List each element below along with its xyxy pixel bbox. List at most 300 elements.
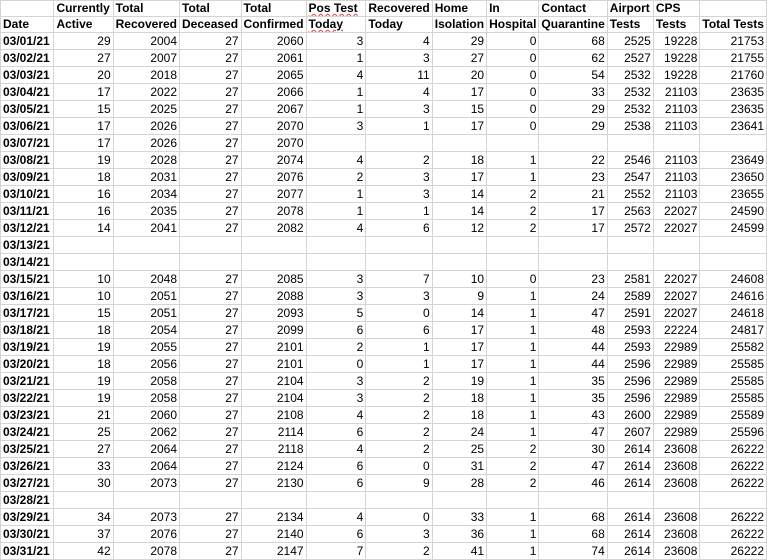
cell-total-recovered[interactable]: 2007 <box>113 50 179 67</box>
cell-cps-tests[interactable]: 21103 <box>653 101 700 118</box>
cell-recovered-today[interactable]: 3 <box>366 101 432 118</box>
cell-in-hospital[interactable] <box>487 492 539 509</box>
cell-recovered-today[interactable]: 4 <box>366 84 432 101</box>
cell-recovered-today[interactable]: 6 <box>366 220 432 237</box>
cell-pos-test-today[interactable]: 6 <box>306 458 366 475</box>
cell-recovered-today[interactable]: 1 <box>366 118 432 135</box>
cell-pos-test-today[interactable]: 1 <box>306 101 366 118</box>
cell-pos-test-today[interactable]: 6 <box>306 526 366 543</box>
cell-pos-test-today[interactable]: 0 <box>306 356 366 373</box>
cell-in-hospital[interactable]: 2 <box>487 441 539 458</box>
cell-pos-test-today[interactable]: 4 <box>306 407 366 424</box>
cell-recovered-today[interactable] <box>366 492 432 509</box>
cell-date[interactable]: 03/13/21 <box>1 237 54 254</box>
cell-recovered-today[interactable]: 0 <box>366 458 432 475</box>
cell-date[interactable]: 03/14/21 <box>1 254 54 271</box>
cell-home-isolation[interactable]: 18 <box>432 390 486 407</box>
cell-airport-tests[interactable]: 2596 <box>607 390 653 407</box>
cell-in-hospital[interactable]: 1 <box>487 543 539 560</box>
cell-date[interactable]: 03/23/21 <box>1 407 54 424</box>
cell-total-recovered[interactable]: 2018 <box>113 67 179 84</box>
cell-total-confirmed[interactable]: 2099 <box>241 322 306 339</box>
cell-total-tests[interactable]: 25582 <box>700 339 767 356</box>
cell-total-confirmed[interactable]: 2060 <box>241 33 306 50</box>
cell-date[interactable]: 03/24/21 <box>1 424 54 441</box>
cell-pos-test-today[interactable]: 2 <box>306 339 366 356</box>
cell-currently-active[interactable]: 10 <box>54 271 113 288</box>
cell-currently-active[interactable]: 42 <box>54 543 113 560</box>
cell-contact-quarantine[interactable]: 68 <box>539 509 607 526</box>
cell-home-isolation[interactable]: 33 <box>432 509 486 526</box>
cell-total-confirmed[interactable]: 2140 <box>241 526 306 543</box>
cell-recovered-today[interactable]: 2 <box>366 407 432 424</box>
cell-pos-test-today[interactable]: 1 <box>306 84 366 101</box>
cell-date[interactable]: 03/19/21 <box>1 339 54 356</box>
cell-recovered-today[interactable]: 2 <box>366 424 432 441</box>
header-cell-pos-test-today[interactable]: Pos Test <box>306 1 366 17</box>
cell-total-tests[interactable]: 24618 <box>700 305 767 322</box>
cell-total-deceased[interactable]: 27 <box>180 33 242 50</box>
cell-total-confirmed[interactable]: 2104 <box>241 390 306 407</box>
cell-recovered-today[interactable]: 2 <box>366 152 432 169</box>
header-cell-home-isolation[interactable]: Isolation <box>432 17 486 33</box>
cell-airport-tests[interactable]: 2532 <box>607 84 653 101</box>
cell-total-deceased[interactable]: 27 <box>180 390 242 407</box>
cell-recovered-today[interactable]: 3 <box>366 186 432 203</box>
cell-currently-active[interactable]: 37 <box>54 526 113 543</box>
header-cell-date[interactable]: Date <box>1 17 54 33</box>
cell-total-confirmed[interactable] <box>241 254 306 271</box>
cell-cps-tests[interactable]: 21103 <box>653 169 700 186</box>
cell-cps-tests[interactable]: 19228 <box>653 50 700 67</box>
cell-cps-tests[interactable]: 23608 <box>653 441 700 458</box>
cell-total-deceased[interactable]: 27 <box>180 339 242 356</box>
cell-recovered-today[interactable]: 11 <box>366 67 432 84</box>
cell-airport-tests[interactable]: 2589 <box>607 288 653 305</box>
cell-cps-tests[interactable]: 21103 <box>653 152 700 169</box>
cell-date[interactable]: 03/17/21 <box>1 305 54 322</box>
header-cell-airport-tests[interactable]: Tests <box>607 17 653 33</box>
cell-in-hospital[interactable]: 2 <box>487 203 539 220</box>
header-cell-total-tests[interactable] <box>700 1 767 17</box>
cell-pos-test-today[interactable]: 4 <box>306 441 366 458</box>
cell-total-confirmed[interactable]: 2108 <box>241 407 306 424</box>
cell-total-tests[interactable] <box>700 254 767 271</box>
cell-in-hospital[interactable]: 1 <box>487 339 539 356</box>
cell-total-deceased[interactable] <box>180 237 242 254</box>
cell-currently-active[interactable]: 17 <box>54 118 113 135</box>
cell-total-recovered[interactable]: 2035 <box>113 203 179 220</box>
cell-date[interactable]: 03/10/21 <box>1 186 54 203</box>
cell-total-tests[interactable]: 23649 <box>700 152 767 169</box>
cell-total-confirmed[interactable]: 2093 <box>241 305 306 322</box>
cell-total-tests[interactable]: 25589 <box>700 407 767 424</box>
cell-contact-quarantine[interactable]: 33 <box>539 84 607 101</box>
cell-recovered-today[interactable]: 3 <box>366 50 432 67</box>
cell-total-recovered[interactable]: 2073 <box>113 509 179 526</box>
cell-total-confirmed[interactable]: 2078 <box>241 203 306 220</box>
cell-in-hospital[interactable]: 1 <box>487 356 539 373</box>
cell-total-recovered[interactable]: 2062 <box>113 424 179 441</box>
cell-total-confirmed[interactable]: 2088 <box>241 288 306 305</box>
cell-currently-active[interactable]: 18 <box>54 356 113 373</box>
cell-airport-tests[interactable]: 2614 <box>607 509 653 526</box>
cell-contact-quarantine[interactable] <box>539 135 607 152</box>
cell-pos-test-today[interactable]: 3 <box>306 271 366 288</box>
cell-home-isolation[interactable]: 18 <box>432 152 486 169</box>
cell-home-isolation[interactable]: 14 <box>432 203 486 220</box>
cell-cps-tests[interactable] <box>653 135 700 152</box>
cell-total-confirmed[interactable]: 2074 <box>241 152 306 169</box>
cell-cps-tests[interactable]: 23608 <box>653 543 700 560</box>
cell-total-tests[interactable]: 21755 <box>700 50 767 67</box>
cell-currently-active[interactable]: 18 <box>54 169 113 186</box>
cell-cps-tests[interactable] <box>653 492 700 509</box>
cell-date[interactable]: 03/01/21 <box>1 33 54 50</box>
cell-home-isolation[interactable]: 24 <box>432 424 486 441</box>
cell-in-hospital[interactable]: 1 <box>487 509 539 526</box>
cell-contact-quarantine[interactable]: 35 <box>539 373 607 390</box>
cell-date[interactable]: 03/11/21 <box>1 203 54 220</box>
cell-contact-quarantine[interactable]: 68 <box>539 33 607 50</box>
cell-contact-quarantine[interactable]: 29 <box>539 118 607 135</box>
cell-airport-tests[interactable] <box>607 237 653 254</box>
cell-in-hospital[interactable]: 0 <box>487 84 539 101</box>
cell-total-deceased[interactable]: 27 <box>180 526 242 543</box>
cell-pos-test-today[interactable]: 5 <box>306 305 366 322</box>
cell-total-deceased[interactable]: 27 <box>180 67 242 84</box>
cell-in-hospital[interactable] <box>487 135 539 152</box>
cell-total-tests[interactable]: 23655 <box>700 186 767 203</box>
cell-recovered-today[interactable]: 7 <box>366 271 432 288</box>
cell-date[interactable]: 03/05/21 <box>1 101 54 118</box>
cell-airport-tests[interactable]: 2614 <box>607 441 653 458</box>
cell-total-tests[interactable]: 25596 <box>700 424 767 441</box>
cell-airport-tests[interactable]: 2596 <box>607 373 653 390</box>
header-cell-in-hospital[interactable]: Hospital <box>487 17 539 33</box>
cell-cps-tests[interactable]: 19228 <box>653 67 700 84</box>
cell-airport-tests[interactable]: 2591 <box>607 305 653 322</box>
cell-cps-tests[interactable]: 22989 <box>653 407 700 424</box>
cell-currently-active[interactable] <box>54 492 113 509</box>
cell-total-recovered[interactable]: 2034 <box>113 186 179 203</box>
cell-currently-active[interactable]: 29 <box>54 33 113 50</box>
cell-currently-active[interactable]: 15 <box>54 101 113 118</box>
cell-airport-tests[interactable]: 2547 <box>607 169 653 186</box>
cell-home-isolation[interactable]: 15 <box>432 101 486 118</box>
cell-total-recovered[interactable]: 2076 <box>113 526 179 543</box>
cell-date[interactable]: 03/16/21 <box>1 288 54 305</box>
cell-cps-tests[interactable]: 21103 <box>653 118 700 135</box>
cell-pos-test-today[interactable]: 4 <box>306 509 366 526</box>
cell-total-recovered[interactable]: 2064 <box>113 458 179 475</box>
cell-home-isolation[interactable]: 10 <box>432 271 486 288</box>
cell-home-isolation[interactable]: 20 <box>432 67 486 84</box>
cell-home-isolation[interactable]: 17 <box>432 118 486 135</box>
cell-total-confirmed[interactable]: 2085 <box>241 271 306 288</box>
cell-total-deceased[interactable]: 27 <box>180 220 242 237</box>
cell-recovered-today[interactable]: 3 <box>366 169 432 186</box>
header-cell-pos-test-today[interactable]: Today <box>306 17 366 33</box>
cell-home-isolation[interactable]: 28 <box>432 475 486 492</box>
cell-cps-tests[interactable] <box>653 237 700 254</box>
cell-date[interactable]: 03/07/21 <box>1 135 54 152</box>
cell-recovered-today[interactable]: 3 <box>366 526 432 543</box>
cell-recovered-today[interactable] <box>366 237 432 254</box>
cell-airport-tests[interactable]: 2600 <box>607 407 653 424</box>
cell-contact-quarantine[interactable]: 23 <box>539 169 607 186</box>
cell-total-recovered[interactable] <box>113 492 179 509</box>
cell-currently-active[interactable]: 27 <box>54 441 113 458</box>
cell-total-deceased[interactable]: 27 <box>180 458 242 475</box>
cell-contact-quarantine[interactable]: 17 <box>539 203 607 220</box>
cell-currently-active[interactable]: 17 <box>54 135 113 152</box>
cell-airport-tests[interactable]: 2532 <box>607 67 653 84</box>
cell-airport-tests[interactable]: 2581 <box>607 271 653 288</box>
cell-cps-tests[interactable]: 21103 <box>653 84 700 101</box>
cell-airport-tests[interactable]: 2614 <box>607 543 653 560</box>
cell-total-recovered[interactable]: 2026 <box>113 118 179 135</box>
cell-total-confirmed[interactable]: 2147 <box>241 543 306 560</box>
cell-home-isolation[interactable]: 17 <box>432 84 486 101</box>
cell-total-tests[interactable]: 23635 <box>700 101 767 118</box>
header-cell-in-hospital[interactable]: In <box>487 1 539 17</box>
cell-total-confirmed[interactable]: 2061 <box>241 50 306 67</box>
cell-total-recovered[interactable]: 2078 <box>113 543 179 560</box>
cell-total-deceased[interactable]: 27 <box>180 186 242 203</box>
cell-total-recovered[interactable]: 2022 <box>113 84 179 101</box>
cell-currently-active[interactable]: 19 <box>54 390 113 407</box>
header-cell-currently-active[interactable]: Active <box>54 17 113 33</box>
cell-recovered-today[interactable]: 6 <box>366 322 432 339</box>
cell-total-tests[interactable]: 24599 <box>700 220 767 237</box>
cell-pos-test-today[interactable]: 7 <box>306 543 366 560</box>
cell-airport-tests[interactable] <box>607 135 653 152</box>
cell-in-hospital[interactable]: 0 <box>487 33 539 50</box>
cell-home-isolation[interactable]: 14 <box>432 186 486 203</box>
cell-total-deceased[interactable]: 27 <box>180 424 242 441</box>
cell-home-isolation[interactable]: 41 <box>432 543 486 560</box>
cell-in-hospital[interactable]: 2 <box>487 220 539 237</box>
cell-contact-quarantine[interactable]: 48 <box>539 322 607 339</box>
cell-cps-tests[interactable] <box>653 254 700 271</box>
cell-recovered-today[interactable]: 2 <box>366 390 432 407</box>
cell-airport-tests[interactable]: 2525 <box>607 33 653 50</box>
cell-contact-quarantine[interactable]: 47 <box>539 424 607 441</box>
cell-date[interactable]: 03/21/21 <box>1 373 54 390</box>
cell-recovered-today[interactable] <box>366 254 432 271</box>
cell-total-deceased[interactable]: 27 <box>180 169 242 186</box>
cell-date[interactable]: 03/26/21 <box>1 458 54 475</box>
cell-home-isolation[interactable]: 17 <box>432 339 486 356</box>
header-cell-airport-tests[interactable]: Airport <box>607 1 653 17</box>
cell-total-tests[interactable]: 24817 <box>700 322 767 339</box>
cell-total-tests[interactable]: 26222 <box>700 543 767 560</box>
cell-date[interactable]: 03/20/21 <box>1 356 54 373</box>
cell-total-deceased[interactable]: 27 <box>180 101 242 118</box>
cell-date[interactable]: 03/28/21 <box>1 492 54 509</box>
cell-total-deceased[interactable]: 27 <box>180 271 242 288</box>
cell-currently-active[interactable]: 33 <box>54 458 113 475</box>
cell-total-recovered[interactable]: 2031 <box>113 169 179 186</box>
cell-pos-test-today[interactable]: 1 <box>306 186 366 203</box>
cell-airport-tests[interactable]: 2552 <box>607 186 653 203</box>
cell-recovered-today[interactable]: 0 <box>366 509 432 526</box>
cell-total-deceased[interactable] <box>180 492 242 509</box>
cell-pos-test-today[interactable] <box>306 135 366 152</box>
cell-total-deceased[interactable]: 27 <box>180 305 242 322</box>
header-cell-home-isolation[interactable]: Home <box>432 1 486 17</box>
cell-home-isolation[interactable]: 18 <box>432 407 486 424</box>
cell-total-deceased[interactable]: 27 <box>180 509 242 526</box>
cell-contact-quarantine[interactable]: 46 <box>539 475 607 492</box>
cell-total-tests[interactable]: 26222 <box>700 441 767 458</box>
cell-recovered-today[interactable]: 4 <box>366 33 432 50</box>
cell-cps-tests[interactable]: 19228 <box>653 33 700 50</box>
cell-home-isolation[interactable]: 9 <box>432 288 486 305</box>
cell-total-confirmed[interactable]: 2070 <box>241 135 306 152</box>
cell-total-confirmed[interactable]: 2076 <box>241 169 306 186</box>
cell-home-isolation[interactable]: 12 <box>432 220 486 237</box>
header-cell-total-deceased[interactable]: Deceased <box>180 17 242 33</box>
cell-home-isolation[interactable]: 27 <box>432 50 486 67</box>
cell-total-confirmed[interactable]: 2118 <box>241 441 306 458</box>
cell-total-recovered[interactable]: 2073 <box>113 475 179 492</box>
cell-contact-quarantine[interactable]: 29 <box>539 101 607 118</box>
cell-total-tests[interactable]: 23635 <box>700 84 767 101</box>
cell-total-deceased[interactable]: 27 <box>180 152 242 169</box>
cell-total-tests[interactable]: 25585 <box>700 390 767 407</box>
cell-home-isolation[interactable]: 14 <box>432 305 486 322</box>
cell-date[interactable]: 03/02/21 <box>1 50 54 67</box>
cell-total-deceased[interactable]: 27 <box>180 322 242 339</box>
cell-recovered-today[interactable]: 2 <box>366 543 432 560</box>
header-cell-cps-tests[interactable]: Tests <box>653 17 700 33</box>
cell-total-deceased[interactable]: 27 <box>180 441 242 458</box>
cell-recovered-today[interactable] <box>366 135 432 152</box>
header-cell-total-confirmed[interactable]: Confirmed <box>241 17 306 33</box>
cell-total-confirmed[interactable]: 2070 <box>241 118 306 135</box>
cell-in-hospital[interactable]: 1 <box>487 526 539 543</box>
cell-cps-tests[interactable]: 22989 <box>653 339 700 356</box>
cell-home-isolation[interactable]: 19 <box>432 373 486 390</box>
cell-in-hospital[interactable]: 1 <box>487 373 539 390</box>
cell-date[interactable]: 03/15/21 <box>1 271 54 288</box>
cell-cps-tests[interactable]: 22989 <box>653 356 700 373</box>
cell-in-hospital[interactable]: 0 <box>487 271 539 288</box>
cell-total-confirmed[interactable] <box>241 492 306 509</box>
cell-in-hospital[interactable]: 0 <box>487 67 539 84</box>
cell-currently-active[interactable]: 19 <box>54 339 113 356</box>
cell-in-hospital[interactable]: 1 <box>487 424 539 441</box>
cell-total-confirmed[interactable]: 2077 <box>241 186 306 203</box>
cell-cps-tests[interactable]: 22989 <box>653 390 700 407</box>
cell-airport-tests[interactable] <box>607 492 653 509</box>
cell-currently-active[interactable] <box>54 254 113 271</box>
cell-total-confirmed[interactable]: 2104 <box>241 373 306 390</box>
cell-currently-active[interactable]: 19 <box>54 152 113 169</box>
cell-in-hospital[interactable]: 1 <box>487 390 539 407</box>
cell-date[interactable]: 03/09/21 <box>1 169 54 186</box>
cell-home-isolation[interactable] <box>432 254 486 271</box>
cell-total-confirmed[interactable]: 2067 <box>241 101 306 118</box>
cell-total-tests[interactable]: 24590 <box>700 203 767 220</box>
cell-pos-test-today[interactable]: 3 <box>306 390 366 407</box>
cell-total-tests[interactable]: 26222 <box>700 458 767 475</box>
cell-home-isolation[interactable]: 36 <box>432 526 486 543</box>
cell-total-recovered[interactable]: 2004 <box>113 33 179 50</box>
cell-total-recovered[interactable]: 2056 <box>113 356 179 373</box>
cell-pos-test-today[interactable]: 6 <box>306 424 366 441</box>
cell-contact-quarantine[interactable] <box>539 237 607 254</box>
cell-contact-quarantine[interactable] <box>539 492 607 509</box>
cell-contact-quarantine[interactable]: 44 <box>539 339 607 356</box>
cell-total-confirmed[interactable]: 2082 <box>241 220 306 237</box>
cell-recovered-today[interactable]: 1 <box>366 356 432 373</box>
cell-home-isolation[interactable]: 29 <box>432 33 486 50</box>
cell-total-recovered[interactable]: 2041 <box>113 220 179 237</box>
cell-home-isolation[interactable] <box>432 492 486 509</box>
cell-total-confirmed[interactable]: 2130 <box>241 475 306 492</box>
cell-total-recovered[interactable] <box>113 237 179 254</box>
cell-in-hospital[interactable]: 2 <box>487 186 539 203</box>
cell-currently-active[interactable]: 18 <box>54 322 113 339</box>
cell-contact-quarantine[interactable]: 54 <box>539 67 607 84</box>
cell-airport-tests[interactable]: 2532 <box>607 101 653 118</box>
cell-total-tests[interactable]: 23650 <box>700 169 767 186</box>
cell-pos-test-today[interactable]: 3 <box>306 288 366 305</box>
cell-total-confirmed[interactable] <box>241 237 306 254</box>
cell-cps-tests[interactable]: 21103 <box>653 186 700 203</box>
cell-recovered-today[interactable]: 1 <box>366 339 432 356</box>
cell-total-recovered[interactable]: 2055 <box>113 339 179 356</box>
cell-home-isolation[interactable]: 17 <box>432 169 486 186</box>
cell-contact-quarantine[interactable]: 62 <box>539 50 607 67</box>
cell-pos-test-today[interactable] <box>306 254 366 271</box>
cell-contact-quarantine[interactable]: 23 <box>539 271 607 288</box>
cell-contact-quarantine[interactable]: 43 <box>539 407 607 424</box>
cell-total-deceased[interactable]: 27 <box>180 288 242 305</box>
cell-total-recovered[interactable]: 2064 <box>113 441 179 458</box>
cell-contact-quarantine[interactable]: 35 <box>539 390 607 407</box>
cell-date[interactable]: 03/06/21 <box>1 118 54 135</box>
cell-currently-active[interactable]: 16 <box>54 203 113 220</box>
cell-currently-active[interactable]: 20 <box>54 67 113 84</box>
cell-total-deceased[interactable]: 27 <box>180 203 242 220</box>
cell-total-tests[interactable]: 21760 <box>700 67 767 84</box>
cell-date[interactable]: 03/25/21 <box>1 441 54 458</box>
cell-home-isolation[interactable] <box>432 237 486 254</box>
cell-total-tests[interactable]: 26222 <box>700 526 767 543</box>
cell-pos-test-today[interactable]: 6 <box>306 322 366 339</box>
cell-airport-tests[interactable]: 2572 <box>607 220 653 237</box>
cell-airport-tests[interactable]: 2538 <box>607 118 653 135</box>
header-cell-recovered-today[interactable]: Today <box>366 17 432 33</box>
cell-pos-test-today[interactable]: 3 <box>306 33 366 50</box>
cell-contact-quarantine[interactable]: 47 <box>539 458 607 475</box>
header-cell-contact-quarantine[interactable]: Quarantine <box>539 17 607 33</box>
header-cell-total-recovered[interactable]: Recovered <box>113 17 179 33</box>
cell-in-hospital[interactable]: 0 <box>487 101 539 118</box>
cell-total-recovered[interactable]: 2060 <box>113 407 179 424</box>
cell-contact-quarantine[interactable] <box>539 254 607 271</box>
cell-home-isolation[interactable]: 31 <box>432 458 486 475</box>
cell-airport-tests[interactable]: 2614 <box>607 458 653 475</box>
cell-currently-active[interactable]: 34 <box>54 509 113 526</box>
cell-in-hospital[interactable]: 1 <box>487 288 539 305</box>
cell-total-tests[interactable]: 26222 <box>700 509 767 526</box>
cell-pos-test-today[interactable]: 1 <box>306 203 366 220</box>
